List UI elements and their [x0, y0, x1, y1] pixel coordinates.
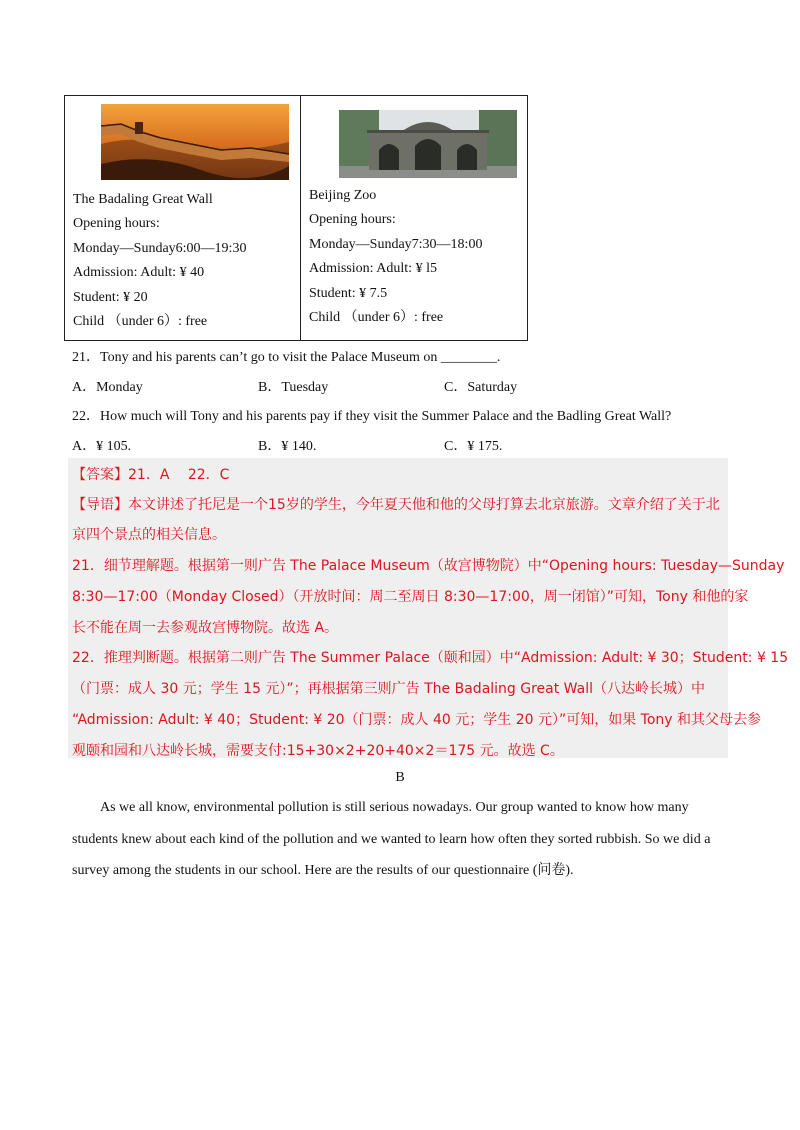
admission-adult: Admission: Adult: ¥ 40 [73, 265, 205, 281]
section-b-paragraph-text: As we all know, environmental pollution is still serious nowadays. Our group wanted to know how many students knew about each kind of the pollution and we wanted to learn how often they sorted rubbish. So we did a survey among the students in our school. Here are the results of our questionnaire (问卷). [72, 800, 711, 878]
beijing-zoo-gate-photo [339, 110, 517, 178]
opening-hours-label: Opening hours: [309, 212, 396, 228]
answer-22-line-3: “Admission: Adult: ¥ 40；Student: ¥ 20（门票：成人 40 元；学生 20 元）”可知，如果 Tony 和其父母去参 [72, 712, 762, 728]
section-b-paragraph [72, 792, 732, 887]
question-22-option-c: C．¥ 175. [444, 439, 503, 454]
admission-adult: Admission: Adult: ¥ l5 [309, 261, 437, 277]
question-21-option-b: B．Tuesday [258, 380, 329, 395]
question-21-option-a: A．Monday [72, 380, 143, 395]
attractions-table [64, 95, 528, 341]
question-22: 22．How much will Tony and his parents pay if they visit the Summer Palace and the Badling Great Wall? [72, 409, 672, 424]
card-title: The Badaling Great Wall [73, 192, 213, 207]
answer-key: 【答案】21．A 22．C [72, 467, 230, 483]
card-beijing-zoo [301, 96, 527, 340]
question-22-option-b: B．¥ 140. [258, 439, 317, 454]
great-wall-photo [101, 104, 289, 180]
answer-analysis-block [68, 458, 789, 759]
answer-22-line-2: （门票：成人 30 元；学生 15 元）”；再根据第三则广告 The Badaling Great Wall（八达岭长城）中 [72, 681, 705, 697]
card-badaling-great-wall [65, 96, 301, 340]
question-22-option-a: A．¥ 105. [72, 439, 132, 454]
answer-intro-line-2: 京四个景点的相关信息。 [72, 527, 226, 543]
question-21: 21．Tony and his parents can’t go to visit the Palace Museum on ________. [72, 350, 501, 365]
answer-21-line-3: 长不能在周一去参观故宫博物院。故选 A。 [72, 620, 339, 636]
answer-21-line-2: 8:30—17:00（Monday Closed）（开放时间：周二至周日 8:30—17:00，周一闭馆）”可知，Tony 和他的家 [72, 589, 749, 605]
opening-hours-label: Opening hours: [73, 216, 160, 232]
opening-hours-value: Monday—Sunday7:30—18:00 [309, 236, 483, 252]
card-text [309, 184, 482, 330]
card-title: Beijing Zoo [309, 188, 377, 203]
answer-21-line-1: 21．细节理解题。根据第一则广告 The Palace Museum（故宫博物院）中“Opening hours: Tuesday—Sunday [72, 558, 785, 574]
admission-child: Child （under 6）: free [73, 314, 208, 330]
answer-22-line-1: 22．推理判断题。根据第二则广告 The Summer Palace（颐和园）中“Admission: Adult: ¥ 30；Student: ¥ 15 [72, 650, 789, 666]
admission-child: Child （under 6）: free [309, 310, 444, 326]
admission-student: Student: ¥ 7.5 [309, 285, 388, 301]
card-text [73, 188, 246, 334]
section-heading: B [395, 770, 405, 785]
answer-intro-line-1: 【导语】本文讲述了托尼是一个15岁的学生，今年夏天他和他的父母打算去北京旅游。文章介绍了关于北 [72, 497, 720, 513]
answer-22-line-4: 观颐和园和八达岭长城，需要支付:15+30×2+20+40×2＝175 元。故选 C。 [72, 743, 564, 759]
question-21-option-c: C．Saturday [444, 380, 518, 395]
opening-hours-value: Monday—Sunday6:00—19:30 [73, 240, 247, 256]
admission-student: Student: ¥ 20 [73, 289, 148, 305]
